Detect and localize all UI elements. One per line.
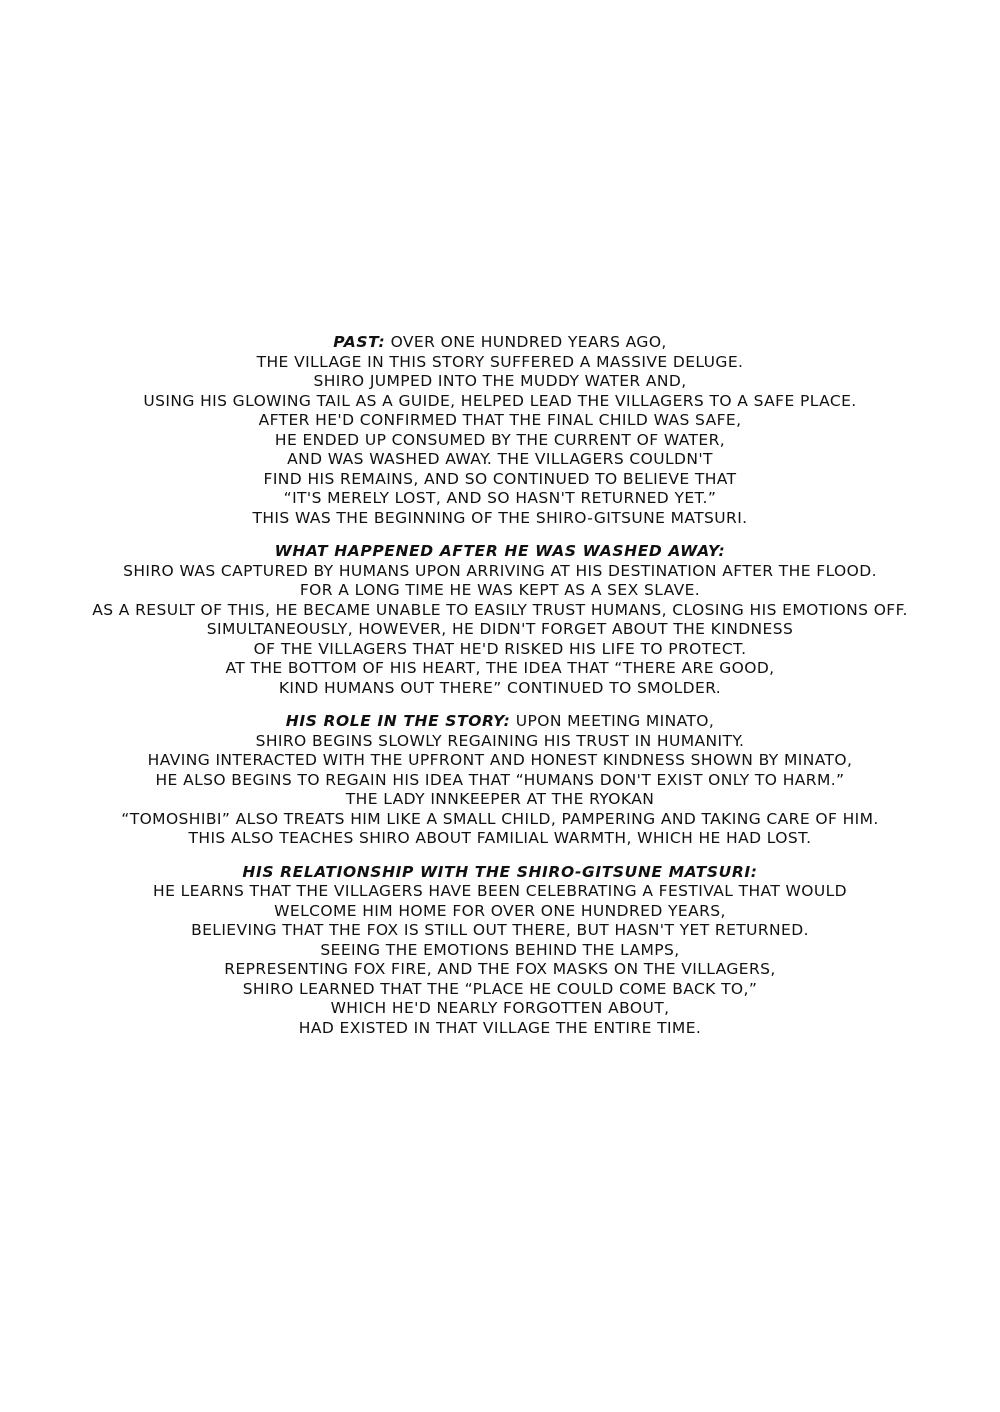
text-line: REPRESENTING FOX FIRE, AND THE FOX MASKS ON THE VILLAGERS,	[224, 960, 776, 978]
text-line: WELCOME HIM HOME FOR OVER ONE HUNDRED YEARS,	[274, 901, 726, 920]
section-relationship-matsuri	[0, 863, 1000, 1039]
text-line: KIND HUMANS OUT THERE” CONTINUED TO SMOLDER.	[278, 678, 722, 697]
text-line: OF THE VILLAGERS THAT HE'D RISKED HIS LIFE TO PROTECT.	[253, 639, 747, 658]
section-heading: PAST:	[333, 333, 386, 351]
section-heading: HIS RELATIONSHIP WITH THE SHIRO-GITSUNE MATSURI:	[242, 862, 758, 881]
section-heading: WHAT HAPPENED AFTER HE WAS WASHED AWAY:	[274, 542, 726, 560]
section-after-washed-away	[0, 542, 1000, 698]
text-line: AS A RESULT OF THIS, HE BECAME UNABLE TO EASILY TRUST HUMANS, CLOSING HIS EMOTIONS OFF.	[92, 600, 908, 619]
text-line: THIS WAS THE BEGINNING OF THE SHIRO-GITSUNE MATSURI.	[252, 508, 748, 527]
text-line: AFTER HE'D CONFIRMED THAT THE FINAL CHILD WAS SAFE,	[258, 411, 742, 429]
text-line: USING HIS GLOWING TAIL AS A GUIDE, HELPED LEAD THE VILLAGERS TO A SAFE PLACE.	[143, 391, 857, 410]
section-first-line	[0, 333, 1000, 353]
text-line: THE LADY INNKEEPER AT THE RYOKAN	[345, 790, 655, 808]
text-line: SEEING THE EMOTIONS BEHIND THE LAMPS,	[320, 940, 680, 959]
text-line: “TOMOSHIBI” ALSO TREATS HIM LIKE A SMALL CHILD, PAMPERING AND TAKING CARE OF HIM.	[121, 809, 879, 828]
text-line: HE ENDED UP CONSUMED BY THE CURRENT OF WATER,	[274, 430, 726, 449]
text-line: FOR A LONG TIME HE WAS KEPT AS A SEX SLAVE.	[299, 581, 701, 599]
text-line: SIMULTANEOUSLY, HOWEVER, HE DIDN'T FORGET ABOUT THE KINDNESS	[206, 620, 794, 638]
text-line: THIS ALSO TEACHES SHIRO ABOUT FAMILIAL WARMTH, WHICH HE HAD LOST.	[188, 829, 812, 847]
text-line: HAVING INTERACTED WITH THE UPFRONT AND HONEST KINDNESS SHOWN BY MINATO,	[147, 751, 853, 769]
text-line: SHIRO LEARNED THAT THE “PLACE HE COULD COME BACK TO,”	[242, 979, 758, 998]
section-text: OVER ONE HUNDRED YEARS AGO,	[390, 333, 667, 351]
text-line: THE VILLAGE IN THIS STORY SUFFERED A MASSIVE DELUGE.	[256, 352, 744, 371]
text-line: WHICH HE'D NEARLY FORGOTTEN ABOUT,	[330, 999, 670, 1017]
section-first-line	[0, 712, 1000, 732]
text-line: HAD EXISTED IN THAT VILLAGE THE ENTIRE TIME.	[298, 1018, 702, 1037]
text-line: SHIRO WAS CAPTURED BY HUMANS UPON ARRIVING AT HIS DESTINATION AFTER THE FLOOD.	[123, 561, 877, 580]
section-past	[0, 333, 1000, 528]
section-text: UPON MEETING MINATO,	[515, 712, 715, 730]
text-line: HE LEARNS THAT THE VILLAGERS HAVE BEEN CELEBRATING A FESTIVAL THAT WOULD	[153, 882, 847, 900]
text-line: SHIRO JUMPED INTO THE MUDDY WATER AND,	[313, 372, 687, 390]
text-line: HE ALSO BEGINS TO REGAIN HIS IDEA THAT “HUMANS DON'T EXIST ONLY TO HARM.”	[155, 770, 845, 789]
text-line: FIND HIS REMAINS, AND SO CONTINUED TO BELIEVE THAT	[263, 469, 737, 488]
document-body	[0, 333, 1000, 1052]
text-line: “IT'S MERELY LOST, AND SO HASN'T RETURNED YET.”	[283, 489, 717, 507]
section-heading: HIS ROLE IN THE STORY:	[285, 712, 511, 730]
text-line: AT THE BOTTOM OF HIS HEART, THE IDEA THAT “THERE ARE GOOD,	[225, 659, 775, 677]
text-line: SHIRO BEGINS SLOWLY REGAINING HIS TRUST IN HUMANITY.	[255, 731, 745, 750]
section-role-in-story	[0, 712, 1000, 849]
text-line: AND WAS WASHED AWAY. THE VILLAGERS COULDN'T	[287, 450, 713, 468]
text-line: BELIEVING THAT THE FOX IS STILL OUT THERE, BUT HASN'T YET RETURNED.	[191, 921, 809, 939]
